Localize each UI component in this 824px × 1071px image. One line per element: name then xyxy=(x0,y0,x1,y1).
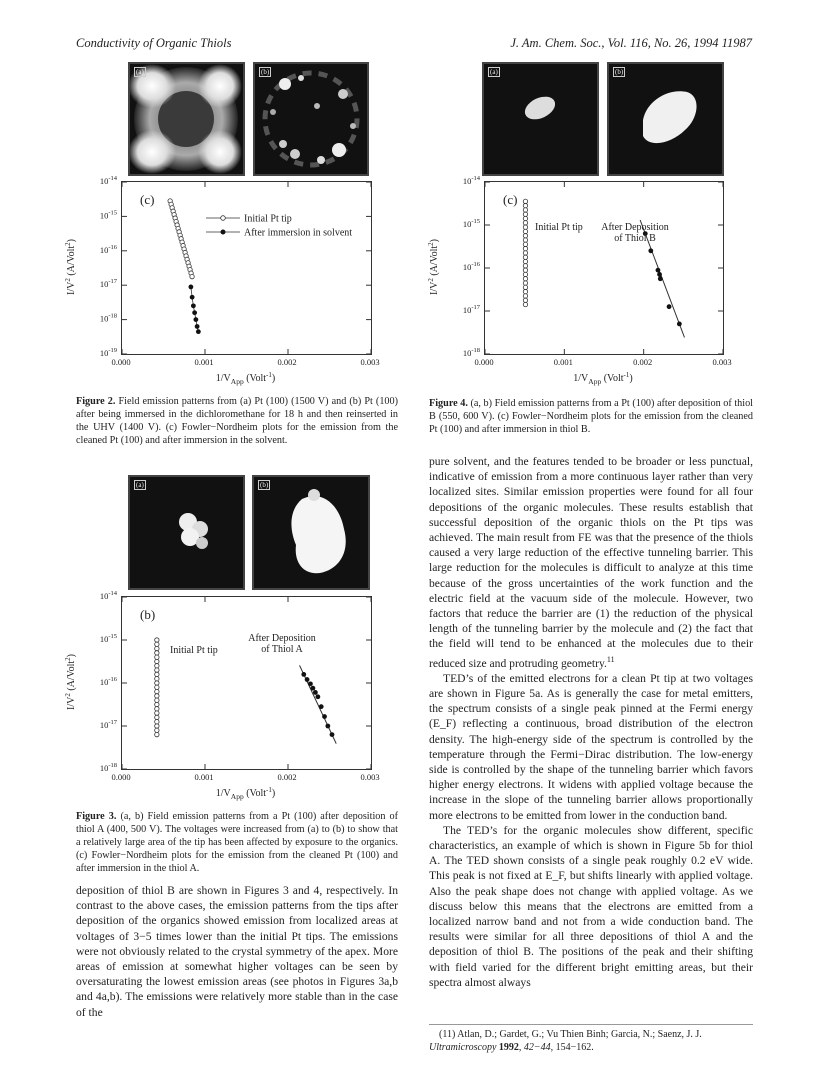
tick-exponent: -14 xyxy=(471,175,480,182)
x-tick-label: 0.000 xyxy=(474,357,494,367)
axis-title-part: (Volt xyxy=(243,373,267,384)
figure4-photo-b xyxy=(607,62,724,176)
tick-base: 10 xyxy=(462,219,472,229)
tick-exponent: -15 xyxy=(108,633,117,640)
axis-title-part: (Volt xyxy=(243,788,267,799)
figure2-photo-b xyxy=(253,62,369,176)
x-tick-label: 0.003 xyxy=(712,357,732,367)
body-right-column xyxy=(429,454,753,990)
tick-exponent: -16 xyxy=(471,261,480,268)
figure4-axes xyxy=(423,170,743,395)
figure2-photo-a xyxy=(128,62,245,176)
emission-pattern-image xyxy=(254,477,368,588)
y-axis-title xyxy=(64,239,77,295)
running-header-right: J. Am. Chem. Soc., Vol. 116, No. 26, 1994 11987 xyxy=(510,36,752,50)
axis-title-part: App xyxy=(230,792,244,801)
footnote-year: 1992 xyxy=(498,1042,519,1053)
tick-exponent: -17 xyxy=(108,719,117,726)
axis-title-part: ) xyxy=(66,653,77,658)
footnote: (11) Atlan, D.; Gardet, G.; Vu Thien Binh; Garcia, N.; Saenz, J. J. Ultramicroscopy 1992, 42−44, 154−162. xyxy=(429,1024,753,1054)
axis-title-part: ) xyxy=(66,238,77,243)
figure4-caption-label: Figure 4. xyxy=(429,398,468,409)
tick-base: 10 xyxy=(99,677,109,687)
tick-base: 10 xyxy=(99,348,109,358)
axis-title-part: 2 xyxy=(64,242,72,246)
body-paragraph-1-text: pure solvent, and the features tended to be broader or less punctual, indicative of emission from a more continuous layer rather than very localized sites. Similar emission properties were found for all four depositions of the organic molecules. These results establish that successful deposition of the organic thiols on the Pt tips was achieved. The main result from FE was that the presence of the thiols caused a very large reduction of the effective tunneling barrier. This large reduction for the molecules is difficult to analyze at this time because of the gross uncertainties of the work function and the electric field at the vacuum side of the molecule. However, two factors that reduce the barrier are (1) the reduction of the physical length of the tunneling barrier by the molecule and (2) the fact that the field will tend to be enhanced at the molecules due to their reduced size and protruding geometry. xyxy=(429,455,753,670)
figure3-caption xyxy=(76,810,398,875)
photo-label: (a) xyxy=(136,68,144,76)
annotation-line: Initial Pt tip xyxy=(170,645,218,656)
legend-label: After immersion in solvent xyxy=(244,227,353,239)
axis-title-part: 2 xyxy=(427,278,435,282)
body-paragraph-3: The TED’s for the organic molecules show different, specific characteristics, an example of which is shown in Figure 5b for thiol A. The TED shown consists of a single peak roughly 0.2 eV wide. This peak is not fixed at E_F, but shifts linearly with applied voltage. Also the peak shape does not change with applied voltage. As we discuss below this means that the electrons are emitted from a localized narrow band and not from a wide conduction band. The results were similar for all three depositions of thiol A and the deposition of thiol B. The positions of the peak and their shifting with field varied for the different bright emitting areas, but their spectra almost always xyxy=(429,823,753,989)
x-axis-title xyxy=(216,371,275,386)
tick-exponent: -18 xyxy=(108,762,117,769)
tick-exponent: -15 xyxy=(108,209,117,217)
figure2-axes xyxy=(60,170,390,395)
tick-base: 10 xyxy=(99,313,109,324)
tick-exponent: -14 xyxy=(108,175,117,182)
axis-title-part: -1 xyxy=(623,371,630,379)
x-tick-label: 0.002 xyxy=(277,772,297,782)
panel-label: (c) xyxy=(140,192,155,207)
x-tick-label: 0.001 xyxy=(553,357,573,367)
tick-base: 10 xyxy=(99,763,109,773)
x-tick-label: 0.000 xyxy=(111,772,131,782)
y-tick-label xyxy=(100,278,118,289)
legend-label: Initial Pt tip xyxy=(244,213,292,225)
y-tick-label xyxy=(100,313,117,324)
footnote-volume: 42−44, xyxy=(523,1042,554,1053)
axis-title-part: I/V xyxy=(66,281,77,296)
tick-base: 10 xyxy=(99,279,109,290)
emission-pattern-image xyxy=(609,64,722,174)
axis-title-part: App xyxy=(230,377,244,386)
emission-pattern-image xyxy=(130,64,243,174)
tick-base: 10 xyxy=(99,591,109,601)
tick-exponent: -18 xyxy=(471,347,480,354)
figure3-photo-b xyxy=(252,475,370,590)
photo-label: (b) xyxy=(261,68,270,76)
axis-title-part: 2 xyxy=(64,693,72,697)
y-tick-label xyxy=(463,261,481,272)
figure2-caption xyxy=(76,395,398,447)
y-tick-label xyxy=(100,209,117,220)
tick-exponent: -15 xyxy=(471,218,480,225)
figure3-axes xyxy=(60,585,390,810)
x-tick-label: 0.002 xyxy=(277,357,297,367)
tick-exponent: -17 xyxy=(108,278,117,286)
x-tick-label: 0.000 xyxy=(111,357,131,367)
x-axis-title xyxy=(573,371,632,386)
axis-title-part: 1/V xyxy=(215,788,231,799)
y-tick-label xyxy=(100,244,118,255)
annotation-line: After Deposition xyxy=(601,222,669,233)
axis-title-part: (A/Volt xyxy=(66,245,77,279)
figure4-caption xyxy=(429,397,753,436)
tick-exponent: -14 xyxy=(108,590,117,597)
annotation-line: Initial Pt tip xyxy=(535,222,583,233)
axis-title-part: -1 xyxy=(266,371,272,379)
annotation-line: of Thiol A xyxy=(261,644,303,655)
body-paragraph: deposition of thiol B are shown in Figures 3 and 4, respectively. In contrast to the above cases, the emission patterns from the tips after deposition of the organics showed emission from localized areas at voltages of 3−5 times lower than the initial Pt tips. The emissions were not obviously related to the crystal symmetry of the apex. More areas of emission at somewhat higher voltages can be seen by oversaturating the lowest emission areas (see photos in Figures 3a,b and 4a,b). The emissions were relatively more stable than in the case of the xyxy=(76,884,398,1019)
panel-label: (c) xyxy=(503,192,518,207)
axis-title-part: 1/V xyxy=(215,373,231,384)
tick-base: 10 xyxy=(99,720,109,730)
tick-base: 10 xyxy=(462,176,472,186)
axis-title-part: I/V xyxy=(429,281,440,296)
tick-base: 10 xyxy=(99,176,109,186)
tick-exponent: -16 xyxy=(108,243,117,251)
reference-superscript: 11 xyxy=(606,654,615,664)
axis-title-part: 2 xyxy=(64,278,72,282)
panel-label: (b) xyxy=(140,607,156,622)
running-header-left: Conductivity of Organic Thiols xyxy=(76,36,232,50)
y-tick-label xyxy=(100,633,117,644)
x-tick-label: 0.001 xyxy=(194,357,214,367)
photo-label: (a) xyxy=(136,481,144,489)
emission-pattern-image xyxy=(130,477,243,588)
footnote-pages: 154−162. xyxy=(555,1042,594,1053)
body-paragraph-1 xyxy=(429,454,753,671)
annotation-line: After Deposition xyxy=(248,633,316,644)
y-tick-label xyxy=(100,175,118,186)
figure3-caption-label: Figure 3. xyxy=(76,811,117,822)
axis-title-part: ) xyxy=(429,238,440,243)
y-tick-label xyxy=(100,676,118,687)
axis-title-part: ) xyxy=(629,373,633,384)
photo-label: (a) xyxy=(490,68,498,76)
figure3-caption-text: (a, b) Field emission patterns from a Pt (100) after deposition of thiol A (400, 500 V). The voltages were increased from (a) to (b) to show that a relatively large area of the tip has been affected by exposure to the organics. (c) Fowler−Nordheim plots for the emission from the cleaned Pt (100) and after immersion in the thiol A. xyxy=(76,811,399,875)
y-tick-label xyxy=(100,719,118,730)
body-paragraph-2: TED’s of the emitted electrons for a clean Pt tip at two voltages are shown in Figure 5a. As is generally the case for metal emitters, the spectrum consists of a single peak pinned at the Fermi energy (E_F) reflecting a continuous, broad distribution of the electron density. The high-energy side of the spectrum is controlled by the temperature through the Fermi−Dirac distribution. The low-energy side is controlled by the shape of the tunneling barrier which favors higher energy electrons. It widens with applied voltage because the increase in the slope of the tunneling barrier allows proportionally more electrons to be emitted from lower in the conduction band. xyxy=(429,671,753,822)
y-axis-title xyxy=(427,239,440,295)
axis-title-part: (Volt xyxy=(601,373,624,384)
axis-title-part: (A/Volt xyxy=(66,660,77,694)
axis-title-part: ) xyxy=(271,788,276,799)
body-left-column xyxy=(76,883,398,1020)
figure2-caption-text: Field emission patterns from (a) Pt (100) (1500 V) and (b) Pt (100) after being immersed in the dichloromethane for 18 h and then reinserted in the UHV (1400 V). (c) Fowler−Nordheim plots for the emission from the cleaned Pt (100) and after immersion in the solvent. xyxy=(76,396,398,447)
axis-title-part: ) xyxy=(271,373,276,384)
tick-exponent: -17 xyxy=(471,304,480,311)
x-tick-label: 0.003 xyxy=(360,772,380,782)
emission-pattern-image xyxy=(255,64,367,174)
tick-base: 10 xyxy=(462,305,472,315)
tick-base: 10 xyxy=(99,210,109,221)
footnote-number: (11) xyxy=(439,1029,456,1040)
y-tick-label xyxy=(100,590,118,601)
emission-pattern-image xyxy=(484,64,597,174)
axis-title-part: (A/Volt xyxy=(429,245,440,279)
tick-base: 10 xyxy=(462,348,472,358)
footnote-authors: Atlan, D.; Gardet, G.; Vu Thien Binh; Garcia, N.; Saenz, J. J. xyxy=(457,1029,702,1040)
y-tick-label xyxy=(463,304,481,315)
figure4-caption-text: (a, b) Field emission patterns from a Pt (100) after deposition of thiol B (550, 600 V). (c) Fowler−Nordheim plots for the emission from the cleaned Pt (100) and after immersion in thiol B. xyxy=(429,398,753,436)
tick-base: 10 xyxy=(462,262,472,272)
annotation-line: of Thiol B xyxy=(614,233,656,244)
tick-base: 10 xyxy=(99,244,109,255)
x-tick-label: 0.003 xyxy=(360,357,380,367)
photo-label: (b) xyxy=(615,68,624,76)
y-tick-label xyxy=(463,175,481,186)
tick-base: 10 xyxy=(99,634,109,644)
figure4-photo-a xyxy=(482,62,599,176)
axis-title-part: 1/V xyxy=(573,373,589,384)
tick-exponent: -16 xyxy=(108,676,117,683)
x-tick-label: 0.001 xyxy=(194,772,214,782)
x-axis-title xyxy=(216,786,275,801)
x-tick-label: 0.002 xyxy=(633,357,653,367)
y-axis-title xyxy=(64,654,77,710)
tick-exponent: -18 xyxy=(108,312,117,320)
axis-title-part: 2 xyxy=(427,242,435,246)
axis-title-part: 2 xyxy=(64,657,72,661)
figure2-caption-label: Figure 2. xyxy=(76,396,116,407)
axis-title-part: App xyxy=(588,377,602,386)
footnote-journal: Ultramicroscopy xyxy=(429,1042,497,1053)
axis-title-part: I/V xyxy=(66,696,77,711)
tick-exponent: -19 xyxy=(108,347,117,354)
axis-title-part: -1 xyxy=(266,786,272,794)
y-tick-label xyxy=(463,218,480,229)
photo-label: (b) xyxy=(260,481,269,489)
figure3-photo-a xyxy=(128,475,245,590)
